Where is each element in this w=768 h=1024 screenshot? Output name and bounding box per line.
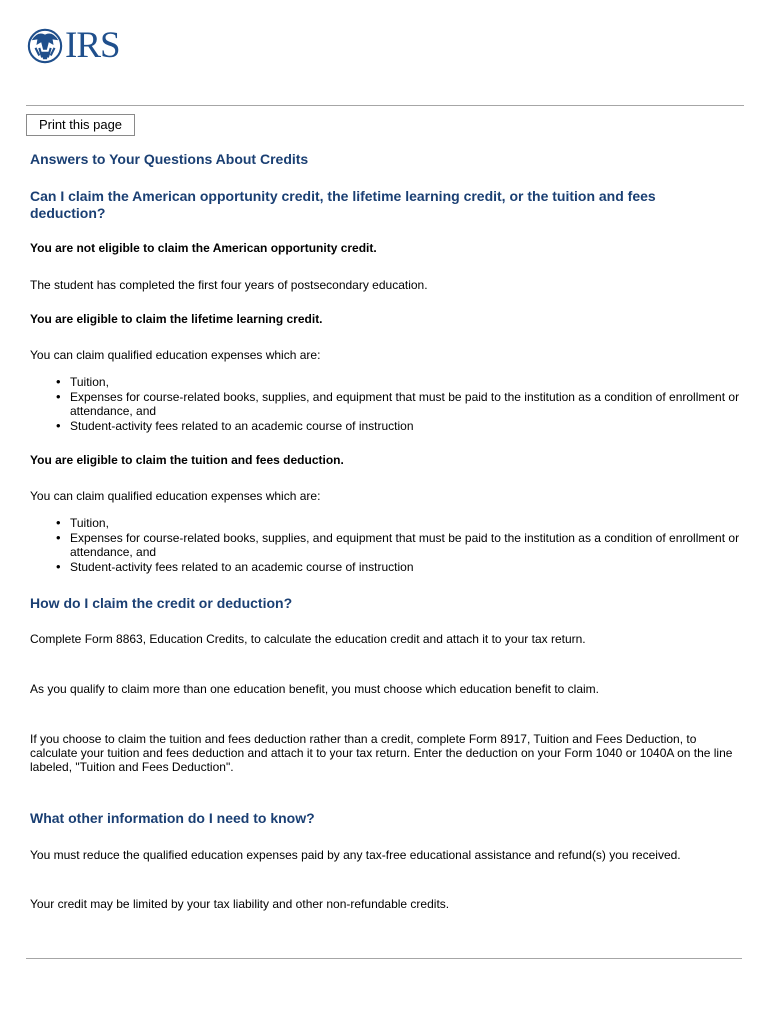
logo-wordmark: IRS: [65, 25, 120, 66]
other-info-heading: What other information do I need to know?: [30, 810, 315, 826]
tfd-intro: You can claim qualified education expenses which are:: [30, 489, 321, 503]
list-item: • Expenses for course-related books, supplies, and equipment that must be paid to the institution as a condition of enrollment or attendance, and: [70, 531, 740, 560]
list-item: • Student-activity fees related to an academic course of instruction: [70, 419, 740, 434]
eagle-icon: [26, 27, 64, 65]
aotc-reason: The student has completed the first four years of postsecondary education.: [30, 278, 428, 292]
llc-expense-list: [30, 375, 740, 433]
tfd-expense-list: [30, 516, 740, 574]
how-to-claim-heading: How do I claim the credit or deduction?: [30, 595, 293, 611]
other-paragraph-2: Your credit may be limited by your tax liability and other non-refundable credits.: [30, 897, 450, 911]
aotc-status: You are not eligible to claim the American opportunity credit.: [30, 241, 377, 255]
other-paragraph-1: You must reduce the qualified education expenses paid by any tax-free educational assistance and refund(s) you received.: [30, 848, 681, 862]
page-title: Answers to Your Questions About Credits: [30, 151, 309, 167]
top-divider: [26, 105, 744, 106]
claim-paragraph-3: If you choose to claim the tuition and fees deduction rather than a credit, complete Form 8917, Tuition and Fees Deduction, to calculate your tuition and fees deduction and attach it to your tax return. Enter the deduction on your Form 1040 or 1040A on the line labeled, "Tuition and Fees Deduction".: [30, 732, 733, 774]
list-item: • Tuition,: [70, 375, 740, 390]
claim-paragraph-2: As you qualify to claim more than one education benefit, you must choose which education benefit to claim.: [30, 682, 599, 696]
list-item: • Student-activity fees related to an academic course of instruction: [70, 560, 740, 575]
llc-intro: You can claim qualified education expenses which are:: [30, 348, 321, 362]
list-item: • Tuition,: [70, 516, 740, 531]
list-item: • Expenses for course-related books, supplies, and equipment that must be paid to the institution as a condition of enrollment or attendance, and: [70, 390, 740, 419]
eligibility-question-heading: Can I claim the American opportunity credit, the lifetime learning credit, or the tuition and fees deduction?: [30, 188, 656, 221]
tfd-status: You are eligible to claim the tuition and fees deduction.: [30, 453, 344, 467]
irs-logo: [26, 27, 120, 65]
print-page-button[interactable]: Print this page: [26, 114, 135, 136]
llc-status: You are eligible to claim the lifetime learning credit.: [30, 312, 323, 326]
bottom-divider: [26, 958, 742, 959]
claim-paragraph-1: Complete Form 8863, Education Credits, to calculate the education credit and attach it to your tax return.: [30, 632, 586, 646]
